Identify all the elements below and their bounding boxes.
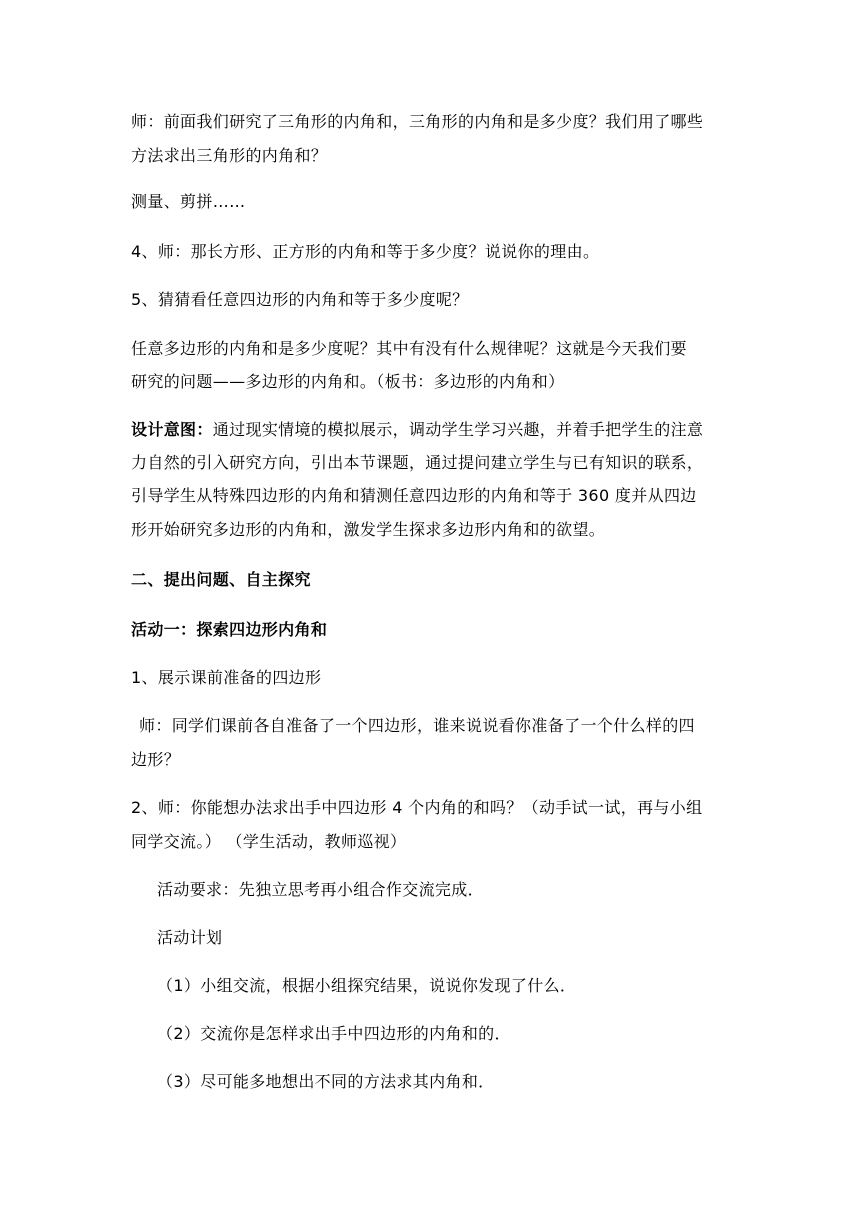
paragraph-line: 测量、剪拼…… (131, 192, 246, 211)
paragraph-line: 师：前面我们研究了三角形的内角和，三角形的内角和是多少度？我们用了哪些 (131, 112, 704, 131)
paragraph-line: 形开始研究多边形的内角和，激发学生探求多边形内角和的欲望。 (131, 520, 606, 539)
design-intent-line (131, 420, 703, 440)
paragraph-line: 2、师：你能想办法求出手中四边形 4 个内角的和吗？（动手试一试，再与小组 (131, 798, 703, 817)
paragraph-line: 边形？ (131, 750, 181, 769)
paragraph-line: 4、师：那长方形、正方形的内角和等于多少度？说说你的理由。 (131, 242, 600, 261)
paragraph-line: 方法求出三角形的内角和？ (131, 146, 328, 165)
section-heading: 二、提出问题、自主探究 (131, 570, 311, 589)
paragraph-line: 活动计划 (157, 928, 223, 947)
paragraph-line: 1、展示课前准备的四边形 (131, 668, 322, 687)
paragraph-line: 同学交流。） （学生活动，教师巡视） (131, 832, 407, 851)
list-item: （1）小组交流，根据小组探究结果，说说你发现了什么． (157, 976, 577, 995)
paragraph-line: 活动要求：先独立思考再小组合作交流完成． (157, 880, 485, 899)
design-intent-label: 设计意图： (131, 420, 213, 439)
paragraph-line: 引导学生从特殊四边形的内角和猜测任意四边形的内角和等于 360 度并从四边 (131, 486, 697, 505)
list-item: （3）尽可能多地想出不同的方法求其内角和． (157, 1072, 495, 1091)
paragraph-line: 力自然的引入研究方向，引出本节课题，通过提问建立学生与已有知识的联系， (131, 453, 704, 472)
design-intent-text: 通过现实情境的模拟展示，调动学生学习兴趣，并着手把学生的注意 (212, 420, 704, 439)
list-item: （2）交流你是怎样求出手中四边形的内角和的． (157, 1024, 511, 1043)
activity-heading: 活动一：探索四边形内角和 (131, 620, 328, 639)
paragraph-line: 研究的问题——多边形的内角和。（板书：多边形的内角和） (131, 372, 565, 391)
paragraph-line: 任意多边形的内角和是多少度呢？其中有没有什么规律呢？这就是今天我们要 (131, 339, 687, 358)
paragraph-line: 5、猜猜看任意四边形的内角和等于多少度呢？ (131, 290, 469, 309)
paragraph-line: 师：同学们课前各自准备了一个四边形，谁来说说看你准备了一个什么样的四 (139, 716, 695, 735)
